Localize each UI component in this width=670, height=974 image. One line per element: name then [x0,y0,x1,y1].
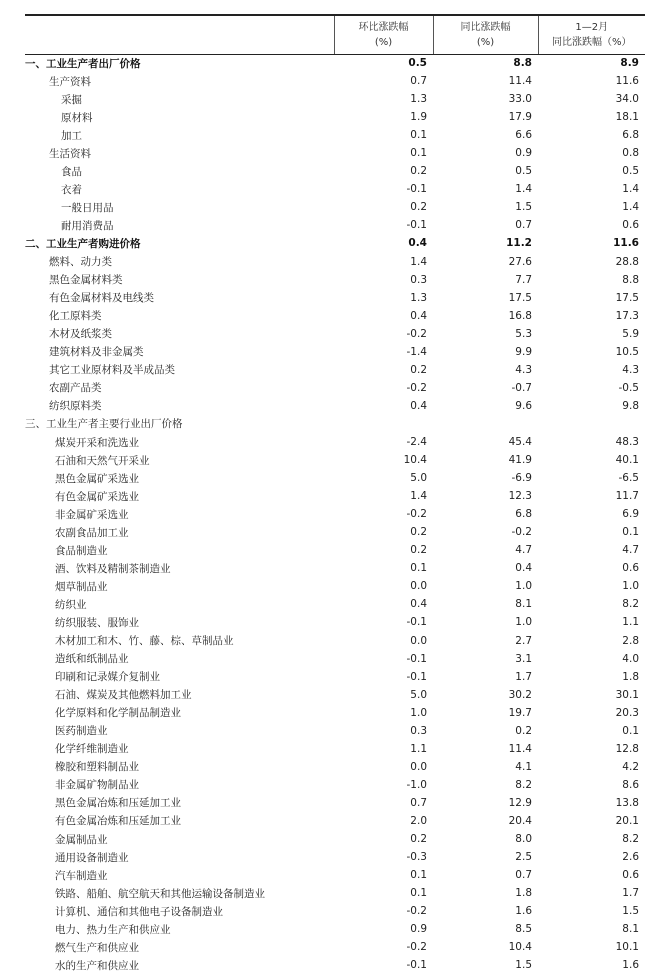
cumulative-value: 1.0 [622,580,639,593]
table-row [25,234,645,252]
mom-value: 0.1 [410,887,427,900]
cumulative-value: 17.5 [615,291,639,304]
yoy-value: 0.5 [515,165,532,178]
mom-value: 0.1 [410,129,427,142]
yoy-value: 17.9 [508,111,532,124]
table-row [25,361,645,379]
cumulative-value: 10.1 [615,941,639,954]
cumulative-value: 40.1 [615,454,639,467]
row-name: 一般日用品 [61,201,114,214]
mom-value: 1.4 [410,490,427,503]
row-name: 金属制品业 [55,833,108,846]
row-name: 纺织服装、服饰业 [55,616,139,629]
table-row [25,902,645,920]
table-row [25,812,645,830]
yoy-value: 0.7 [515,219,532,232]
mom-value: 0.4 [410,598,427,611]
cumulative-value: 12.8 [615,742,639,755]
yoy-value: 0.7 [515,869,532,882]
table-row [25,559,645,577]
table-row [25,54,645,72]
row-name: 酒、饮料及精制茶制造业 [55,562,171,575]
yoy-value: 30.2 [508,688,532,701]
row-name: 有色金属材料及电线类 [49,292,154,305]
row-name: 化学原料和化学制品制造业 [55,707,181,720]
yoy-value: 4.7 [515,544,532,557]
yoy-value: 9.6 [515,399,532,412]
mom-value: 1.1 [410,742,427,755]
table-row [25,577,645,595]
cumulative-value [538,415,645,433]
mom-value: -1.4 [406,345,427,358]
yoy-value: 1.0 [515,616,532,629]
yoy-value: 7.7 [515,273,532,286]
mom-value: 0.0 [410,634,427,647]
table-header [25,15,645,54]
row-name: 纺织原料类 [49,400,102,413]
cumulative-value: 13.8 [615,796,639,809]
yoy-value: 6.8 [515,508,532,521]
mom-value: -0.1 [406,652,427,665]
yoy-value: 1.8 [515,887,532,900]
table-row [25,343,645,361]
mom-value: -0.2 [406,905,427,918]
table-row [25,108,645,126]
yoy-value: 11.4 [508,75,532,88]
mom-value: 0.3 [410,724,427,737]
table-row [25,848,645,866]
mom-value: 1.3 [410,291,427,304]
row-name: 石油和天然气开采业 [55,454,150,467]
mom-value: 0.7 [410,796,427,809]
mom-value: 0.1 [410,869,427,882]
yoy-value: 33.0 [508,93,532,106]
yoy-value: 1.4 [515,183,532,196]
table-row [25,758,645,776]
table-row [25,866,645,884]
row-name: 黑色金属材料类 [49,274,123,287]
table-row [25,162,645,180]
table-row [25,216,645,234]
cumulative-value: 20.1 [615,814,639,827]
mom-value: -0.1 [406,616,427,629]
row-name: 食品 [61,165,82,178]
mom-value: -0.1 [406,183,427,196]
cumulative-value: 2.6 [622,851,639,864]
table-row [25,451,645,469]
cumulative-value: 17.3 [615,309,639,322]
row-name: 化学纤维制造业 [55,743,129,756]
table-row [25,884,645,902]
yoy-value: 4.3 [515,363,532,376]
table-row [25,144,645,162]
header-cum-line2: 同比涨跌幅（%） [551,36,632,48]
yoy-value: 3.1 [515,652,532,665]
row-name: 纺织业 [55,598,87,611]
mom-value: 1.9 [410,111,427,124]
header-yoy [433,15,538,54]
mom-value: -2.4 [406,436,427,448]
yoy-value: 6.6 [515,129,532,142]
mom-value: 0.5 [408,57,427,70]
table-row [25,253,645,271]
cumulative-value: 48.3 [615,436,639,448]
table-row [25,180,645,198]
row-name: 电力、热力生产和供应业 [55,923,171,936]
row-name: 铁路、船舶、航空航天和其他运输设备制造业 [55,887,265,900]
table-row [25,289,645,307]
cumulative-value: 4.0 [622,652,639,665]
cumulative-value: 8.8 [622,273,639,286]
cumulative-value: -0.5 [618,381,639,394]
header-mom-line2: (%) [374,36,393,48]
mom-value: 1.0 [410,706,427,719]
table-row [25,541,645,559]
yoy-value: 11.4 [508,742,532,755]
yoy-value: 8.5 [515,923,532,936]
mom-value: -0.2 [406,508,427,521]
row-name: 通用设备制造业 [55,851,129,864]
row-name: 化工原料类 [49,310,102,323]
table-row [25,722,645,740]
row-name: 计算机、通信和其他电子设备制造业 [55,905,223,918]
row-name: 石油、煤炭及其他燃料加工业 [55,689,192,702]
yoy-value: -0.7 [511,381,532,394]
table-row [25,307,645,325]
yoy-value: 41.9 [508,454,532,467]
section-row [25,415,645,433]
cumulative-value: 10.5 [615,345,639,358]
row-name: 黑色金属冶炼和压延加工业 [55,797,181,810]
cumulative-value: 20.3 [615,706,639,719]
yoy-value: 1.5 [515,201,532,214]
mom-value: -0.3 [406,851,427,864]
yoy-value [433,415,538,433]
yoy-value: 45.4 [508,436,532,448]
yoy-value: 19.7 [508,706,532,719]
table-row [25,325,645,343]
yoy-value: 17.5 [508,291,532,304]
header-mom [334,15,433,54]
cumulative-value: -6.5 [618,472,639,485]
header-blank [25,15,334,54]
cumulative-value: 8.1 [622,923,639,936]
header-yoy-line2: (%) [476,36,495,48]
table-row [25,487,645,505]
cumulative-value: 0.6 [622,869,639,882]
table-row [25,794,645,812]
table-row [25,650,645,668]
row-name: 非金属矿采选业 [55,508,129,521]
cumulative-value: 4.7 [622,544,639,557]
row-name: 二、工业生产者购进价格 [25,237,141,250]
table-row [25,704,645,722]
yoy-value: 1.0 [515,580,532,593]
cumulative-value: 6.8 [622,129,639,142]
mom-value: 0.7 [410,75,427,88]
yoy-value: 0.2 [515,724,532,737]
mom-value: 0.1 [410,147,427,160]
cumulative-value: 0.1 [622,724,639,737]
yoy-value: 11.2 [506,237,532,250]
row-name: 煤炭开采和洗选业 [55,436,139,449]
cumulative-value: 34.0 [615,93,639,106]
yoy-value: 12.3 [508,490,532,503]
row-name: 三、工业生产者主要行业出厂价格 [25,418,183,431]
yoy-value: 8.1 [515,598,532,611]
cumulative-value: 4.2 [622,760,639,773]
table-row [25,956,645,974]
table-row [25,397,645,415]
table-row [25,523,645,541]
cumulative-value: 1.4 [622,201,639,214]
mom-value: 0.2 [410,363,427,376]
mom-value: -0.1 [406,959,427,972]
row-name: 医药制造业 [55,725,108,738]
yoy-value: 1.5 [515,959,532,972]
mom-value: -0.1 [406,670,427,683]
mom-value: 0.0 [410,580,427,593]
table-row [25,72,645,90]
yoy-value: 1.6 [515,905,532,918]
mom-value: -0.2 [406,381,427,394]
header-row [25,15,645,54]
yoy-value: 5.3 [515,327,532,340]
mom-value: 0.9 [410,923,427,936]
cumulative-value: 0.5 [622,165,639,178]
mom-value: 0.0 [410,760,427,773]
row-name: 生活资料 [49,147,91,160]
table-row [25,505,645,523]
yoy-value: 2.5 [515,851,532,864]
mom-value: 10.4 [403,454,427,467]
mom-value [334,415,433,433]
row-name: 木材加工和木、竹、藤、棕、草制品业 [55,635,234,648]
yoy-value: 9.9 [515,345,532,358]
row-name: 烟草制品业 [55,580,108,593]
cumulative-value: 11.6 [615,75,639,88]
yoy-value: 2.7 [515,634,532,647]
header-mom-line1: 环比涨跌幅 [358,21,409,33]
mom-value: 0.2 [410,165,427,178]
table-row [25,740,645,758]
cumulative-value: 30.1 [615,688,639,701]
row-name: 一、工业生产者出厂价格 [25,57,141,70]
row-name: 加工 [61,129,82,142]
table-row [25,126,645,144]
mom-value: 0.4 [410,399,427,412]
cumulative-value: 0.1 [622,526,639,539]
row-name: 其它工业原材料及半成品类 [49,364,175,377]
mom-value: 0.2 [410,526,427,539]
table-row [25,920,645,938]
yoy-value: 8.2 [515,778,532,791]
mom-value: 0.3 [410,273,427,286]
row-name: 建筑材料及非金属类 [49,346,144,359]
cumulative-value: 1.6 [622,959,639,972]
cumulative-value: 8.6 [622,778,639,791]
row-name: 水的生产和供应业 [55,959,139,972]
cumulative-value: 2.8 [622,634,639,647]
row-name: 造纸和纸制品业 [55,653,129,666]
mom-value: 5.0 [410,688,427,701]
yoy-value: -0.2 [511,526,532,539]
yoy-value: 12.9 [508,796,532,809]
mom-value: 5.0 [410,472,427,485]
row-name: 农副食品加工业 [55,526,129,539]
table-row [25,668,645,686]
mom-value: -1.0 [406,778,427,791]
yoy-value: 8.8 [513,57,532,70]
yoy-value: 16.8 [508,309,532,322]
row-name: 燃气生产和供应业 [55,941,139,954]
mom-value: 0.2 [410,833,427,846]
mom-value: -0.2 [406,941,427,954]
yoy-value: 8.0 [515,833,532,846]
table-row [25,938,645,956]
table-row [25,686,645,704]
yoy-value: 20.4 [508,814,532,827]
yoy-value: 0.9 [515,147,532,160]
cumulative-value: 0.8 [622,147,639,160]
row-name: 非金属矿物制品业 [55,779,139,792]
cumulative-value: 0.6 [622,562,639,575]
cumulative-value: 28.8 [615,255,639,268]
table-row [25,198,645,216]
cumulative-value: 18.1 [615,111,639,124]
yoy-value: 1.7 [515,670,532,683]
yoy-value: 0.4 [515,562,532,575]
ppi-table [25,14,645,974]
mom-value: 0.2 [410,201,427,214]
table-row [25,632,645,650]
header-yoy-line1: 同比涨跌幅 [460,21,511,33]
cumulative-value: 6.9 [622,508,639,521]
table-row [25,90,645,108]
table-row [25,271,645,289]
cumulative-value: 1.7 [622,887,639,900]
mom-value: 0.1 [410,562,427,575]
row-name: 黑色金属矿采选业 [55,472,139,485]
table-row [25,379,645,397]
cumulative-value: 8.2 [622,833,639,846]
cumulative-value: 11.7 [615,490,639,503]
cumulative-value: 1.8 [622,670,639,683]
mom-value: 0.4 [408,237,427,250]
mom-value: 0.2 [410,544,427,557]
mom-value: 2.0 [410,814,427,827]
table-row [25,613,645,631]
table-row [25,776,645,794]
row-name: 橡胶和塑料制品业 [55,761,139,774]
row-name: 印刷和记录媒介复制业 [55,671,160,684]
row-name: 耐用消费品 [61,219,114,232]
row-name: 食品制造业 [55,544,108,557]
row-name: 原材料 [61,111,93,124]
header-cum-line1: 1—2月 [575,21,609,33]
cumulative-value: 11.6 [613,237,639,250]
mom-value: 0.4 [410,309,427,322]
table-row [25,433,645,451]
row-name: 采掘 [61,93,82,106]
table-row [25,830,645,848]
header-cumulative [538,15,645,54]
cumulative-value: 5.9 [622,327,639,340]
mom-value: 1.4 [410,255,427,268]
cumulative-value: 1.5 [622,905,639,918]
yoy-value: 10.4 [508,941,532,954]
row-name: 有色金属矿采选业 [55,490,139,503]
yoy-value: -6.9 [511,472,532,485]
row-name: 衣着 [61,183,82,196]
cumulative-value: 4.3 [622,363,639,376]
cumulative-value: 9.8 [622,399,639,412]
yoy-value: 27.6 [508,255,532,268]
cumulative-value: 0.6 [622,219,639,232]
row-name: 木材及纸浆类 [49,328,112,341]
cumulative-value: 8.2 [622,598,639,611]
cumulative-value: 1.1 [622,616,639,629]
table-body [25,54,645,974]
mom-value: 1.3 [410,93,427,106]
mom-value: -0.2 [406,327,427,340]
mom-value: -0.1 [406,219,427,232]
row-name: 汽车制造业 [55,869,108,882]
yoy-value: 4.1 [515,760,532,773]
table-row [25,595,645,613]
table-row [25,469,645,487]
row-name: 有色金属冶炼和压延加工业 [55,815,181,828]
row-name: 农副产品类 [49,382,102,395]
cumulative-value: 1.4 [622,183,639,196]
row-name: 生产资料 [49,75,91,88]
row-name: 燃料、动力类 [49,256,112,269]
cumulative-value: 8.9 [620,57,639,70]
